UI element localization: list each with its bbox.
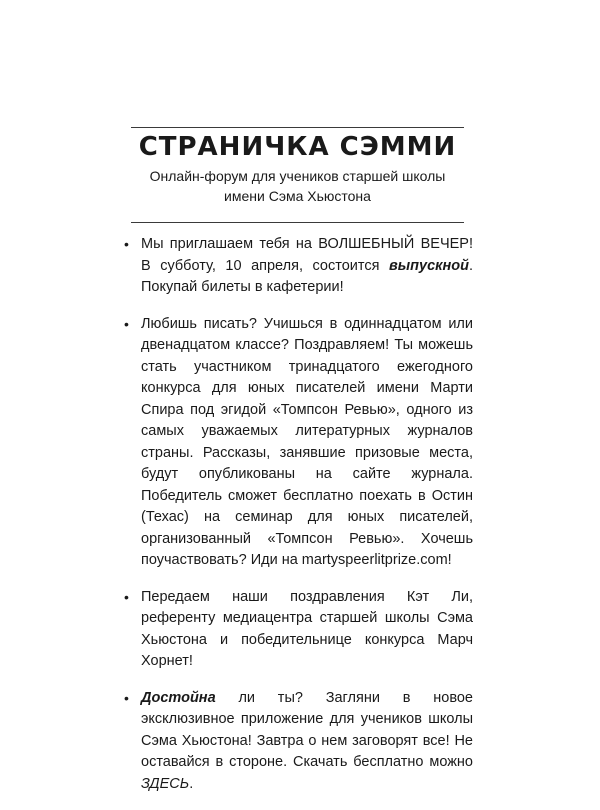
top-divider bbox=[131, 127, 464, 128]
bullet-icon: • bbox=[124, 588, 129, 605]
bullet-icon: • bbox=[124, 236, 129, 252]
app-text-end: . bbox=[189, 775, 194, 792]
prom-text-end: . Покупай билеты в кафетерии! bbox=[141, 257, 473, 295]
announcement-writing-contest bbox=[121, 314, 473, 572]
subtitle-line-2: имени Сэма Хьюстона bbox=[224, 188, 371, 204]
announcement-prom bbox=[121, 234, 473, 299]
announcement-congratulations bbox=[121, 587, 473, 673]
bullet-icon: • bbox=[124, 315, 129, 332]
page-subtitle bbox=[131, 166, 464, 206]
prom-emphasis: выпускной bbox=[389, 257, 469, 274]
masthead bbox=[131, 130, 464, 206]
bottom-divider bbox=[131, 222, 464, 223]
prom-text-start: Мы приглашаем тебя на ВОЛШЕБНЫЙ ВЕЧЕР! В субботу, 10 апреля, состоится bbox=[141, 236, 473, 274]
bullet-icon: • bbox=[124, 689, 129, 706]
contest-text: Любишь писать? Учишься в одиннадцатом или двенадцатом классе? Поздравляем! Ты можешь стать участником тринадцатого ежегодного конкурса для юных писателей имени Марти Спира под эгидой «Томпсон Ревью», одного из самых уважаемых литературных журналов страны. Рассказы, занявшие призовые места, будут опубликованы на сайте журнала. Победитель сможет бесплатно поехать в Остин (Техас) на семинар для юных писателей, организованный «Томпсон Ревью». Хочешь поучаствовать? Иди на martyspeerlitprize.com! bbox=[141, 315, 473, 568]
congrats-text: Передаем наши поздравления Кэт Ли, референту медиацентра старшей школы Сэма Хьюстона и победительнице конкурса Марч Хорнет! bbox=[141, 588, 473, 669]
app-text: ли ты? Загляни в новое эксклюзивное приложение для учеников школы Сэма Хьюстона! Завтра о нем заговорят все! Не оставайся в стороне. Скачать бесплатно можно bbox=[141, 689, 473, 770]
page-title: СТРАНИЧКА СЭММИ bbox=[138, 132, 457, 162]
subtitle-line-1: Онлайн-форум для учеников старшей школы bbox=[149, 168, 446, 184]
app-emphasis: Достойна bbox=[141, 689, 216, 706]
announcement-list bbox=[121, 234, 473, 810]
download-link[interactable]: ЗДЕСЬ bbox=[141, 775, 190, 792]
announcement-app bbox=[121, 688, 473, 796]
